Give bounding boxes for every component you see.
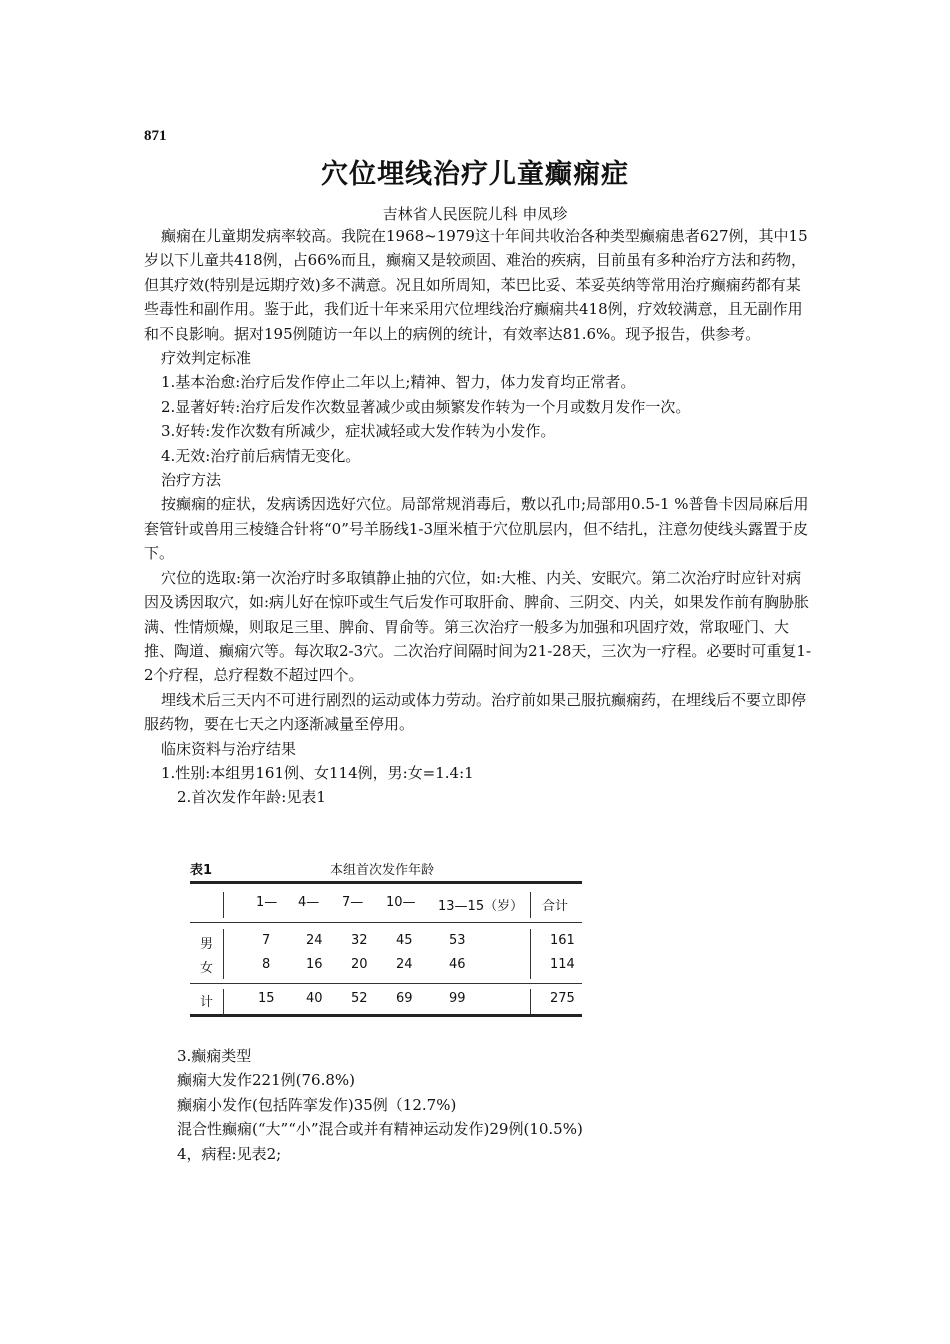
table-cell: 8 xyxy=(262,957,271,972)
results-item-2: 2.首次发作年龄:见表1 xyxy=(177,788,326,807)
table-header-cell: 13—15（岁） xyxy=(438,899,524,914)
method-paragraph: 埋线术后三天内不可进行剧烈的运动或体力劳动。治疗前如果己服抗癫痫药，在埋线后不要立即停服药物，要在七天之内逐渐减量至停用。 xyxy=(144,690,807,734)
table-cell: 24 xyxy=(306,933,323,948)
article-body xyxy=(144,224,814,810)
criteria-item: 1.基本治愈:治疗后发作停止二年以上;精神、智力，体力发育均正常者。 xyxy=(161,373,636,392)
table-divider xyxy=(530,929,531,979)
criteria-item: 2.显著好转:治疗后发作次数显著减少或由频繁发作转为一个月或数月发作一次。 xyxy=(161,397,691,416)
author-line: 吉林省人民医院儿科 申凤珍 xyxy=(382,205,568,223)
table-cell: 16 xyxy=(306,957,323,972)
table-total-cell: 161 xyxy=(550,933,575,948)
table-title: 本组首次发作年龄 xyxy=(330,863,435,878)
table-cell: 32 xyxy=(351,933,368,948)
method-paragraph: 按癫痫的症状，发病诱因选好穴位。局部常规消毒后，敷以孔巾;局部用0.5-1 %普鲁卡因局麻后用套管针或兽用三棱缝合针将“0”号羊肠线1-3厘米植于穴位肌层内，但不结扎，注意勿使线头露置于皮下。 xyxy=(144,495,809,563)
results-heading: 临床资料与治疗结果 xyxy=(161,739,297,758)
table-cell: 15 xyxy=(258,991,275,1006)
table-divider xyxy=(223,989,224,1015)
table-total-cell: 275 xyxy=(550,991,575,1006)
table-row xyxy=(190,929,582,953)
table-header-cell: 10— xyxy=(386,895,416,910)
table-cell: 24 xyxy=(396,957,413,972)
method-heading: 治疗方法 xyxy=(161,471,222,490)
table-cell: 40 xyxy=(306,991,323,1006)
table-sum-row xyxy=(190,984,582,1014)
table-header-cell: 4— xyxy=(298,895,320,910)
table-cell: 46 xyxy=(449,957,466,972)
table-divider xyxy=(530,892,531,918)
table-bottom-rule xyxy=(190,1014,582,1017)
table-header-cell: 1— xyxy=(256,895,278,910)
table-total-cell: 114 xyxy=(550,957,575,972)
article-body-continued xyxy=(144,1044,814,1166)
table-cell: 45 xyxy=(396,933,413,948)
epilepsy-type-line: 癫痫小发作(包括阵挛发作)35例（12.7%) xyxy=(177,1095,457,1114)
article-title: 穴位埋线治疗儿童癫痫症 xyxy=(321,159,629,190)
criteria-item: 4.无效:治疗前后病情无变化。 xyxy=(161,446,361,465)
table-cell: 52 xyxy=(351,991,368,1006)
table-header-row xyxy=(190,884,582,922)
criteria-item: 3.好转:发作次数有所减少，症状减轻或大发作转为小发作。 xyxy=(161,422,556,441)
table-cell: 20 xyxy=(351,957,368,972)
row-label: 女 xyxy=(200,961,214,976)
intro-paragraph: 癫痫在儿童期发病率较高。我院在1968~1979这十年间共收治各种类型癫痫患者627例，其中15岁以下儿童共418例，占66%而且，癫痫又是较顽固、难治的疾病，目前虽有多种治疗方法和药物，但其疗效(特别是远期疗效)多不满意。况且如所周知，苯巴比妥、苯妥英纳等常用治疗癫痫药都有某些毒性和副作用。鉴于此，我们近十年来采用穴位埋线治疗癫痫共418例，疗效较满意，且无副作用和不良影响。据对195例随访一年以上的病例的统计，有效率达81.6%。现予报告，供参考。 xyxy=(144,227,808,343)
sum-label: 计 xyxy=(200,995,214,1010)
table-divider xyxy=(223,929,224,979)
table-divider xyxy=(530,989,531,1015)
table-label: 表1 xyxy=(190,863,213,878)
page-number: 871 xyxy=(144,128,167,144)
table-cell: 53 xyxy=(449,933,466,948)
table-cell: 7 xyxy=(262,933,271,948)
method-paragraph: 穴位的选取:第一次治疗时多取镇静止抽的穴位，如:大椎、内关、安眠穴。第二次治疗时应针对病因及诱因取穴，如:病儿好在惊吓或生气后发作可取肝俞、脾俞、三阴交、内关，如果发作前有胸胁胀满、性情烦燥，则取足三里、脾俞、胃俞等。第三次治疗一般多为加强和巩固疗效，常取哑门、大推、陶道、癫痫穴等。每次取2-3穴。二次治疗间隔时间为21-28天，三次为一疗程。必要时可重复1-2个疗程，总疗程数不超过四个。 xyxy=(144,568,812,685)
table-cell: 99 xyxy=(449,991,466,1006)
table-cell: 69 xyxy=(396,991,413,1006)
table-row xyxy=(190,953,582,977)
criteria-heading: 疗效判定标准 xyxy=(161,349,252,368)
table-header-cell: 合计 xyxy=(542,899,569,914)
table-caption xyxy=(190,855,582,881)
epilepsy-type-line: 癫痫大发作221例(76.8%) xyxy=(177,1071,355,1090)
epilepsy-type-line: 混合性癫痫(“大”“小”混合或并有精神运动发作)29例(10.5%) xyxy=(177,1120,583,1139)
table-header-cell: 7— xyxy=(342,895,364,910)
results-item-3-heading: 3.癫痫类型 xyxy=(177,1047,252,1065)
table-1 xyxy=(190,855,582,1017)
results-item-4: 4，病程:见表2; xyxy=(177,1144,282,1163)
table-divider xyxy=(223,892,224,918)
row-label: 男 xyxy=(200,937,214,952)
results-item-1: 1.性别:本组男161例、女114例，男:女=1.4:1 xyxy=(161,763,474,782)
